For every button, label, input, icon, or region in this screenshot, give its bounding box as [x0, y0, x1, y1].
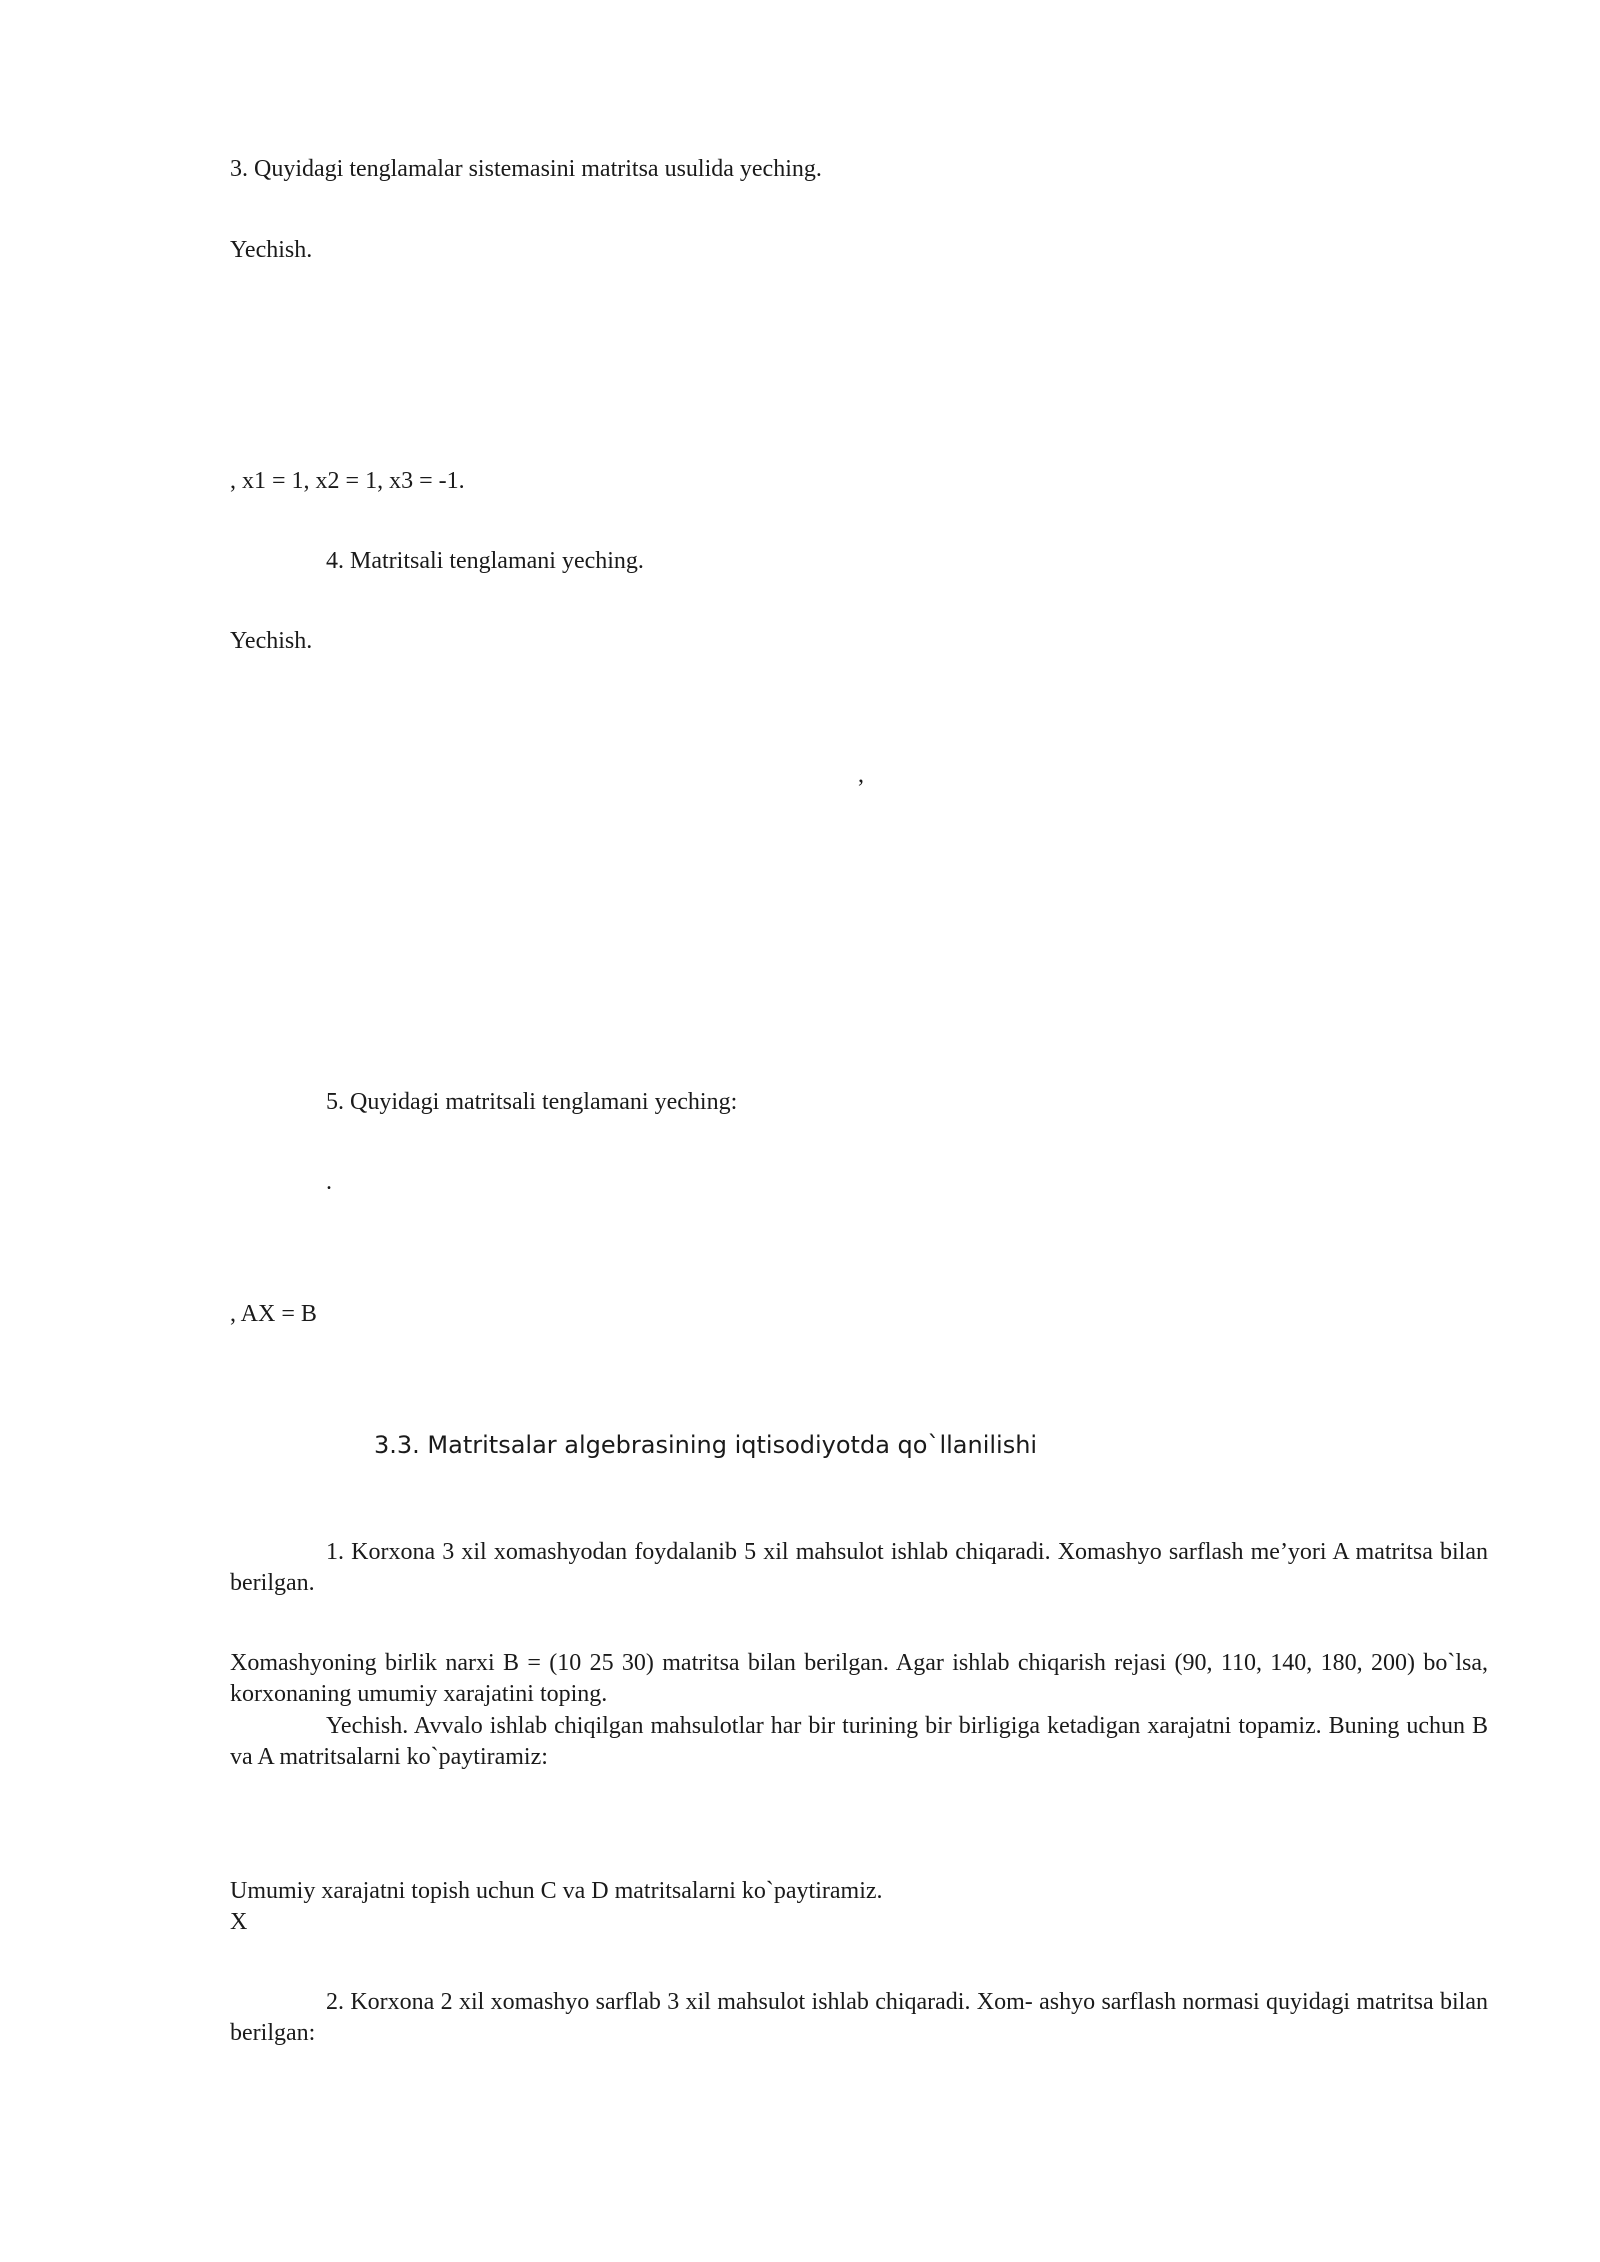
task3-answer: , x1 = 1, x2 = 1, x3 = -1. [230, 468, 465, 494]
problem1-total: Umumiy xarajatni topish uchun C va D matritsalarni ko`paytiramiz. [230, 1878, 883, 1904]
problem1-solution: Yechish. Avvalo ishlab chiqilgan mahsulotlar har bir turining bir birligiga ketadigan xarajatni topamiz. Buning uchun B va A matritsalarni ko`paytiramiz: [230, 1713, 1488, 1770]
task5-title: 5. Quyidagi matritsali tenglamani yeching: [326, 1089, 738, 1115]
section-heading: 3.3. Matritsalar algebrasining iqtisodiyotda qo`llanilishi [374, 1431, 1038, 1459]
task4-solution-label: Yechish. [230, 628, 313, 654]
task3-solution-label: Yechish. [230, 237, 313, 263]
problem2-statement: 2. Korxona 2 xil xomashyo sarflab 3 xil mahsulot ishlab chiqaradi. Xom- ashyo sarflash normasi quyidagi matritsa bilan berilgan: [230, 1989, 1488, 2046]
task4-title: 4. Matritsali tenglamani yeching. [326, 548, 644, 574]
task4-comma: , [858, 762, 864, 788]
problem1-x-label: X [230, 1909, 248, 1935]
problem1-prices: Xomashyoning birlik narxi B = (10 25 30) matritsa bilan berilgan. Agar ishlab chiqarish rejasi (90, 110, 140, 180, 200) bo`lsa, korxonaning umumiy xarajatini toping. [230, 1650, 1488, 1707]
problem1-statement: 1. Korxona 3 xil xomashyodan foydalanib 5 xil mahsulot ishlab chiqaradi. Xomashyo sarflash me’yori A matritsa bilan berilgan. [230, 1539, 1488, 1596]
task5-dot: . [326, 1169, 332, 1195]
task5-equation: , AX = B [230, 1301, 317, 1327]
task3-title: 3. Quyidagi tenglamalar sistemasini matritsa usulida yeching. [230, 156, 822, 182]
